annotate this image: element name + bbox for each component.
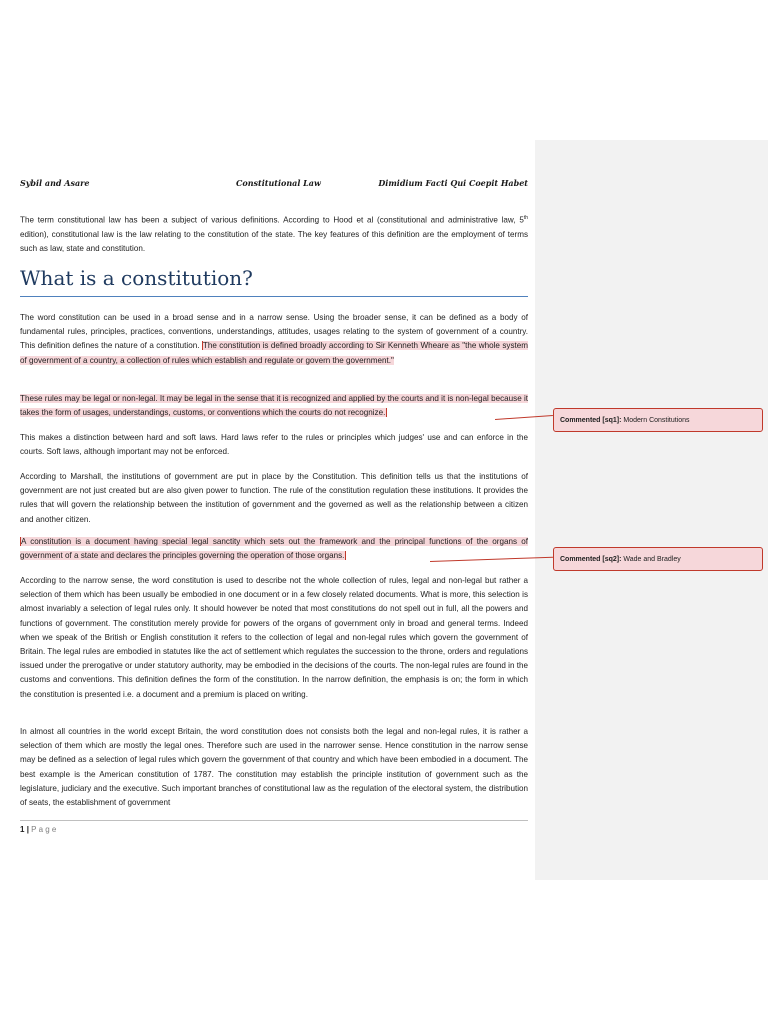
footer-separator: | <box>26 825 29 834</box>
page-footer <box>20 820 528 834</box>
header-right: Dimidium Facti Qui Coepit Habet <box>378 178 528 188</box>
paragraph-4[interactable] <box>20 470 528 527</box>
p6-text: According to the narrow sense, the word constitution is used to describe not the whole collection of rules, legal and non-legal but rather a selection of them which has been usually be embodied in one document or in a few closely related documents. What is more, this selection is almost invariably a selection of legal rules only. It should however be noted that most constitutions do not spell out in full, all the powers and functions of government. The constitution merely provide for powers of the organs of government only in broad and general terms. Indeed when we speak of the British or English constitution it refers to the collection of legal and non-legal rules which govern the government of Britain. The legal rules are embodied in statutes like the act of settlement which regulates the succession to the throne, orders and regulations issued under the prerogative or under statutory authority, may be embodied in the decisions of the courts. The non-legal rules are found in the customs and conventions. This definition defines the form of the constitution. In the narrow definition, the emphasis is on; the form in which the constitution is presented i.e. a document and a premium is placed on writing. <box>20 576 528 699</box>
p3-text: This makes a distinction between hard and soft laws. Hard laws refer to the rules or principles which judges' use and can enforce in the courts. Soft laws, although important may not be enforced. <box>20 433 528 457</box>
header-left: Sybil and Asare <box>20 178 90 188</box>
intro-sup: th <box>523 215 528 221</box>
comment-2-text: Wade and Bradley <box>623 556 681 563</box>
intro-paragraph[interactable] <box>20 211 528 256</box>
comment-pane <box>535 140 768 880</box>
paragraph-6[interactable] <box>20 574 528 702</box>
paragraph-5[interactable] <box>20 535 528 563</box>
intro-text-b: edition), constitutional law is the law relating to the constitution of the state. The key features of this definition are the employment of terms such as law, state and constitution. <box>20 229 528 254</box>
comment-bubble-1[interactable] <box>553 408 763 432</box>
p7-text: In almost all countries in the world except Britain, the word constitution does not consists both the legal and non-legal rules, it is rather a selection of them which are mostly the legal ones. Therefore such are used in the narrower sense. Hence constitution in the narrow sense may be defined as a selection of legal rules which govern the government of that country and which have been embodied in a document. The best example is the American constitution of 1787. The constitution may establish the principle institution of government such as the legislature, judiciary and the executive. Such important branches of constitutional law as the regulation of the electoral system, the distribution of seats, the establishment of government <box>20 727 528 808</box>
page-label: P a g e <box>31 825 57 834</box>
page-number: 1 <box>20 825 25 834</box>
section-heading: What is a constitution? <box>20 266 528 297</box>
comment-2-author: Commented [sq2]: <box>560 556 622 563</box>
p1-highlight[interactable]: The constitution is defined broadly according to Sir Kenneth Wheare as "the whole system of government of a country, a collection of rules which establish and regulate or govern the government." <box>20 341 528 365</box>
comment-1-text: Modern Constitutions <box>623 417 690 424</box>
comment-1-author: Commented [sq1]: <box>560 417 622 424</box>
p4-text: According to Marshall, the institutions of government are put in place by the Constitution. This definition tells us that the institutions of government are not just created but are also given power to function. The rule of the constitution regulation these institutions. It provides the rules that will govern the relationship between the institution of government and the governed as well as the relationship between a citizen and another citizen. <box>20 472 528 524</box>
p2-highlight[interactable]: These rules may be legal or non-legal. It may be legal in the sense that it is recognized and applied by the courts and it is non-legal because it takes the form of usages, understandings, customs, or conventions which the courts do not recognize. <box>20 394 528 418</box>
p5-highlight[interactable]: A constitution is a document having special legal sanctity which sets out the framework and the principal functions of the organs of government of a state and declares the principles governing the operation of those organs. <box>20 537 528 561</box>
paragraph-3[interactable] <box>20 431 528 459</box>
paragraph-2[interactable] <box>20 392 528 420</box>
header-center: Constitutional Law <box>236 178 321 188</box>
intro-text-a: The term constitutional law has been a subject of various definitions. According to Hood et al (constitutional and administrative law, 5 <box>20 215 524 225</box>
p1-plain: The word constitution can be used in a broad sense and in a narrow sense. Using the broader sense, it can be defined as a body of fundamental rules, principles, practices, conventions, understandings, attitudes, usages relating to the system of government of a country. This definition defines the nature of a constitution. <box>20 313 528 351</box>
paragraph-1[interactable] <box>20 311 528 368</box>
paragraph-7[interactable] <box>20 725 528 810</box>
comment-bubble-2[interactable] <box>553 547 763 571</box>
